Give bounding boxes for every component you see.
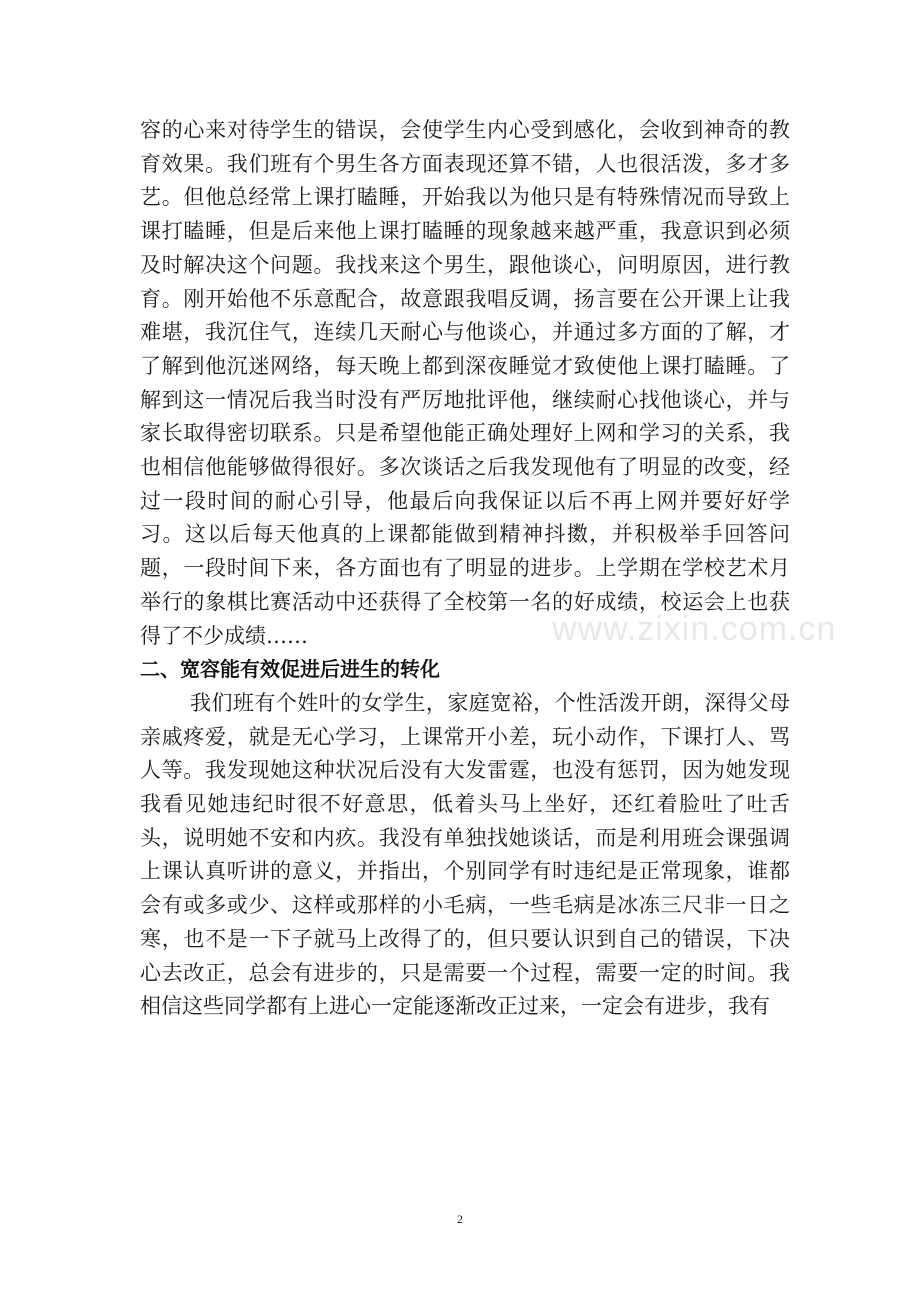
- watermark: www.zixin.com.cn: [552, 610, 837, 648]
- section-heading: 二、宽容能有效促进后进生的转化: [140, 657, 440, 682]
- body-paragraph-2: 我们班有个姓叶的女学生，家庭宽裕，个性活泼开朗，深得父母亲戚疼爱，就是无心学习，上课常开小差，玩小动作，下课打人、骂人等。我发现她这种状况后没有大发雷霆，也没有惩罚，因为她发现我看见她违纪时很不好意思，低着头马上坐好，还红着脸吐了吐舌头，说明她不安和内疚。我没有单独找她谈话，而是利用班会课强调上课认真听讲的意义，并指出，个别同学有时违纪是正常现象，谁都会有或多或少、这样或那样的小毛病，一些毛病是冰冻三尺非一日之寒，也不是一下子就马上改得了的，但只要认识到自己的错误，下决心去改正，总会有进步的，只是需要一个过程，需要一定的时间。我相信这些同学都有上进心一定能逐渐改正过来，一定会有进步，我有: [140, 690, 790, 1019]
- body-paragraph-1: 容的心来对待学生的错误，会使学生内心受到感化，会收到神奇的教育效果。我们班有个男生各方面表现还算不错，人也很活泼，多才多艺。但他总经常上课打瞌睡，开始我以为他只是有特殊情况而导致上课打瞌睡，但是后来他上课打瞌睡的现象越来越严重，我意识到必须及时解决这个问题。我找来这个男生，跟他谈心，问明原因，进行教育。刚开始他不乐意配合，故意跟我唱反调，扬言要在公开课上让我难堪，我沉住气，连续几天耐心与他谈心，并通过多方面的了解，才了解到他沉迷网络，每天晚上都到深夜睡觉才致使他上课打瞌睡。了解到这一情况后我当时没有严厉地批评他，继续耐心找他谈心，并与家长取得密切联系。只是希望他能正确处理好上网和学习的关系，我也相信他能够做得很好。多次谈话之后我发现他有了明显的改变，经过一段时间的耐心引导，他最后向我保证以后不再上网并要好好学习。这以后每天他真的上课都能做到精神抖擞，并积极举手回答问题，一段时间下来，各方面也有了明显的进步。上学期在学校艺术月举行的象棋比赛活动中还获得了全校第一名的好成绩，校运会上也获得了不少成绩……: [140, 118, 790, 648]
- document-body: [140, 114, 790, 1024]
- page-number: 2: [457, 1212, 463, 1226]
